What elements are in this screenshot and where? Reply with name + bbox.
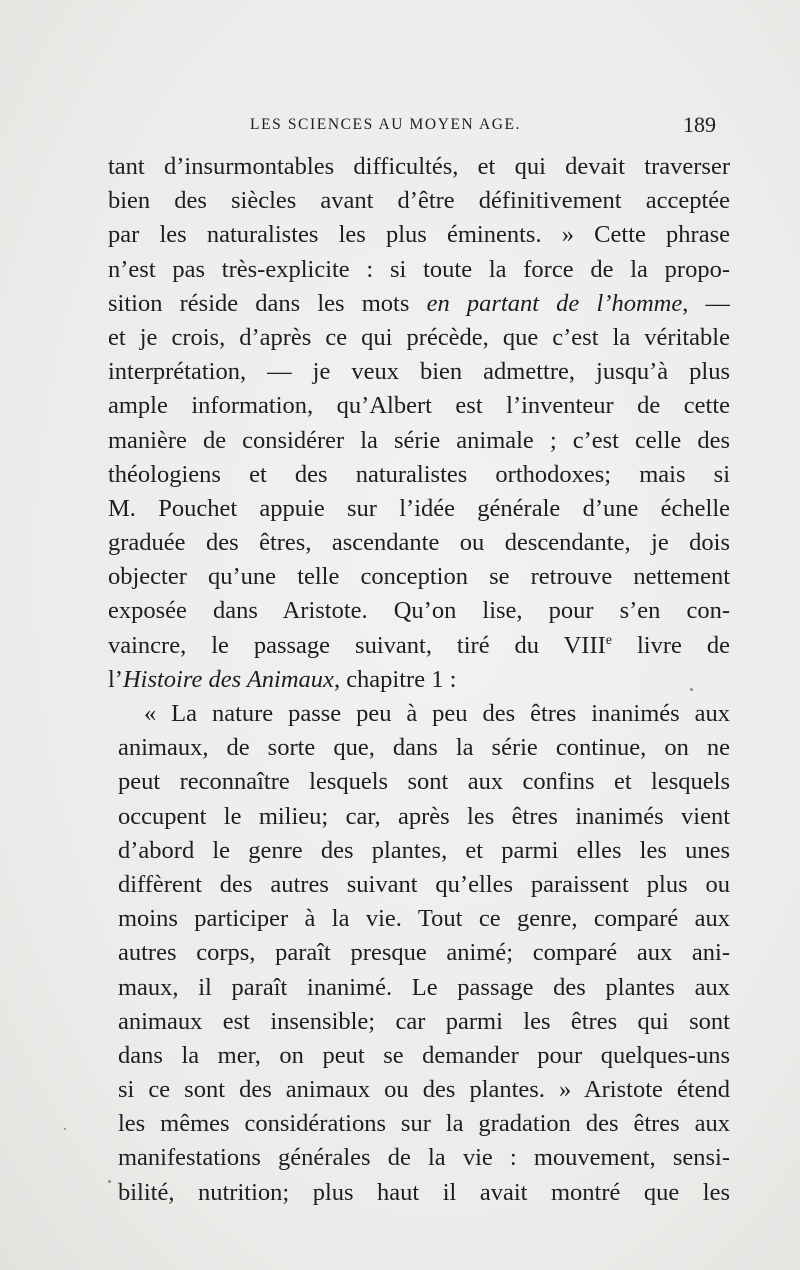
running-title: LES SCIENCES AU MOYEN AGE. <box>250 116 522 133</box>
text-line: diffèrent des autres suivant qu’elles paraissent plus ou <box>118 870 730 898</box>
italic-phrase: en partant de l’homme <box>426 289 683 317</box>
text-line: si ce sont des animaux ou des plantes. » Aristote étend <box>118 1076 730 1104</box>
text-line: graduée des êtres, ascendante ou descendante, je dois <box>108 529 730 557</box>
text-line: manifestations générales de la vie : mouvement, sensi- <box>118 1144 730 1172</box>
text-line: et je crois, d’après ce qui précède, que c’est la véritable <box>108 323 730 351</box>
text-line: animaux, de sorte que, dans la série continue, on ne <box>118 734 730 762</box>
paper-speck <box>64 1128 66 1130</box>
italic-phrase: Histoire des Animaux <box>122 665 334 693</box>
text-line: l’Histoire des Animaux, chapitre 1 : <box>108 665 457 693</box>
text-line: bien des siècles avant d’être définitivement acceptée <box>108 187 730 215</box>
text-line: les mêmes considérations sur la gradation des êtres aux <box>118 1110 730 1138</box>
paper-speck <box>690 688 693 691</box>
text-line: vaincre, le passage suivant, tiré du VIIIe livre de <box>108 631 730 659</box>
text-line: autres corps, paraît presque animé; comparé aux ani- <box>118 939 730 967</box>
text-line: tant d’insurmontables difficultés, et qui devait traverser <box>108 153 730 180</box>
text-line: théologiens et des naturalistes orthodoxes; mais si <box>108 460 730 488</box>
text-line: ample information, qu’Albert est l’inventeur de cette <box>108 392 730 420</box>
text-line: par les naturalistes les plus éminents. » Cette phrase <box>108 221 730 249</box>
page-header <box>108 112 716 142</box>
text-line: objecter qu’une telle conception se retrouve nettement <box>108 563 730 591</box>
text-line: « La nature passe peu à peu des êtres inanimés aux <box>144 700 730 727</box>
text-line: bilité, nutrition; plus haut il avait montré que les <box>118 1178 730 1206</box>
text-line: moins participer à la vie. Tout ce genre, comparé aux <box>118 905 730 933</box>
text-line: M. Pouchet appuie sur l’idée générale d’une échelle <box>108 494 730 522</box>
text-line: dans la mer, on peut se demander pour quelques-uns <box>118 1041 730 1069</box>
superscript-ordinal: e <box>605 632 612 648</box>
text-line: manière de considérer la série animale ; c’est celle des <box>108 426 730 454</box>
text-line: n’est pas très-explicite : si toute la force de la propo- <box>108 255 730 283</box>
text-line: d’abord le genre des plantes, et parmi elles les unes <box>118 836 730 864</box>
text-line: exposée dans Aristote. Qu’on lise, pour s’en con- <box>108 597 730 625</box>
page-number: 189 <box>683 112 716 137</box>
body-text <box>108 150 730 1210</box>
text-line: animaux est insensible; car parmi les êtres qui sont <box>118 1007 730 1035</box>
text-line: peut reconnaître lesquels sont aux confins et lesquels <box>118 768 730 796</box>
text-line: sition réside dans les mots en partant de l’homme, — <box>108 289 730 317</box>
text-line: maux, il paraît inanimé. Le passage des plantes aux <box>118 973 730 1001</box>
paper-speck <box>108 1180 111 1183</box>
text-line: interprétation, — je veux bien admettre, jusqu’à plus <box>108 358 730 386</box>
text-line: occupent le milieu; car, après les êtres inanimés vient <box>118 802 730 830</box>
